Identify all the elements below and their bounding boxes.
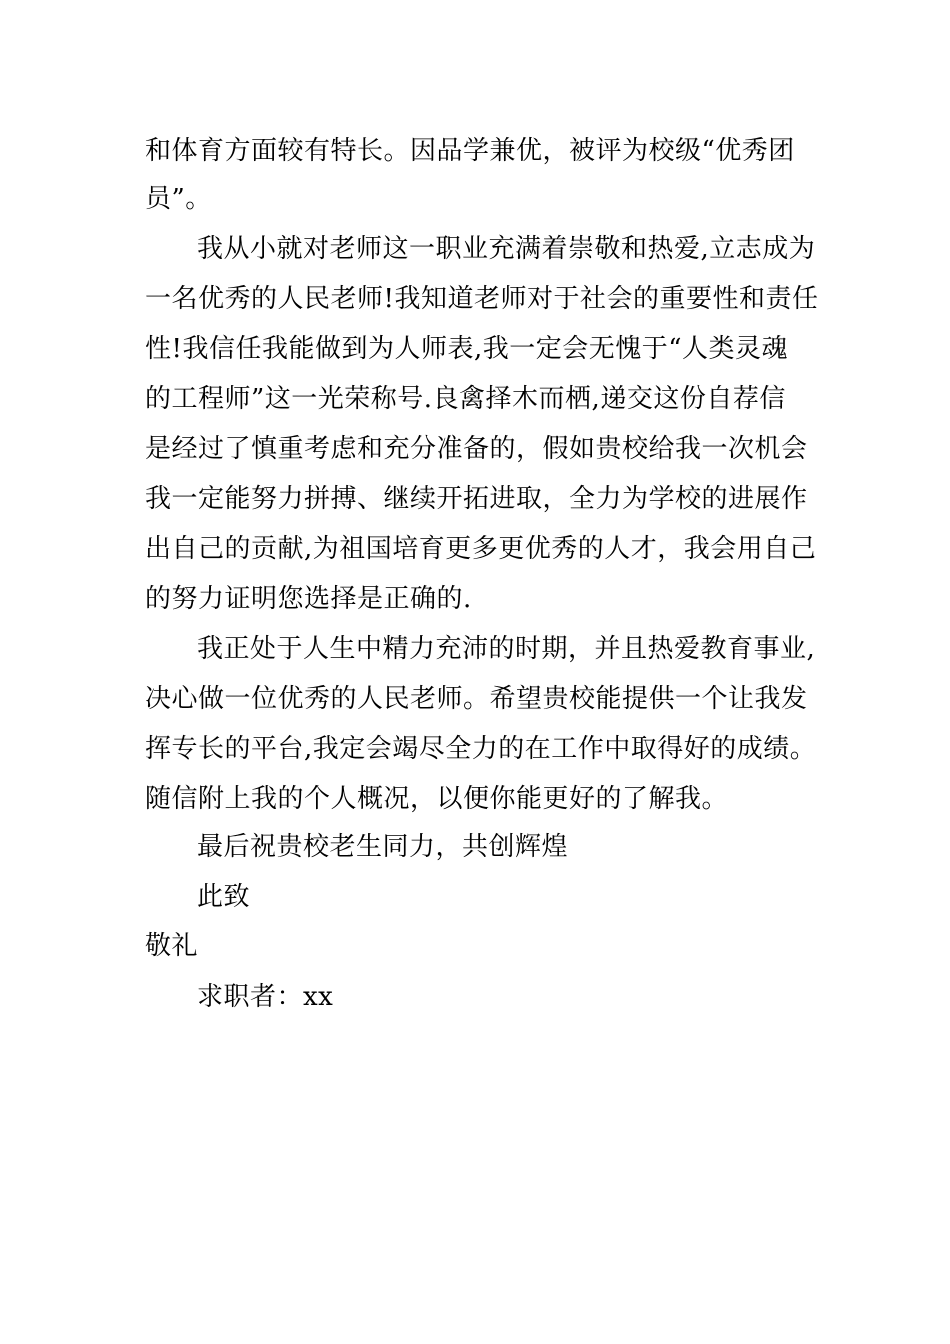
paragraph-line: 随信附上我的个人概况，以便你能更好的了解我。 — [145, 784, 729, 814]
paragraph-line: 员”。 — [145, 184, 212, 214]
paragraph-line: 和体育方面较有特长。因品学兼优，被评为校级“优秀团 — [145, 136, 795, 166]
paragraph-line: 出自己的贡献,为祖国培育更多更优秀的人才，我会用自己 — [145, 534, 817, 564]
paragraph-line: 一名优秀的人民老师!我知道老师对于社会的重要性和责任 — [145, 284, 819, 314]
closing-wish: 最后祝贵校老生同力，共创辉煌 — [197, 832, 569, 862]
paragraph-line: 的工程师”这一光荣称号.良禽择木而栖,递交这份自荐信 — [145, 384, 786, 414]
salutation-cizhi: 此致 — [197, 882, 251, 912]
salutation-jingli: 敬礼 — [145, 931, 199, 961]
paragraph-line: 我一定能努力拼搏、继续开拓进取，全力为学校的进展作 — [145, 484, 808, 514]
paragraph-line: 是经过了慎重考虑和充分准备的，假如贵校给我一次机会 — [145, 434, 808, 464]
paragraph-line: 我正处于人生中精力充沛的时期，并且热爱教育事业, — [197, 634, 816, 664]
applicant-signature: 求职者：xx — [197, 982, 334, 1012]
paragraph-line: 性!我信任我能做到为人师表,我一定会无愧于“人类灵魂 — [145, 334, 789, 364]
paragraph-line: 挥专长的平台,我定会竭尽全力的在工作中取得好的成绩。 — [145, 734, 817, 764]
paragraph-line: 我从小就对老师这一职业充满着崇敬和热爱,立志成为 — [197, 234, 816, 264]
paragraph-line: 的努力证明您选择是正确的. — [145, 584, 472, 614]
paragraph-line: 决心做一位优秀的人民老师。希望贵校能提供一个让我发 — [145, 684, 808, 714]
